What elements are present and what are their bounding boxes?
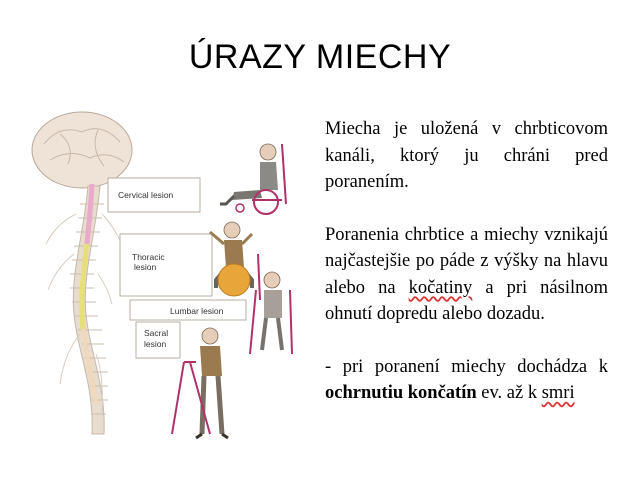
misspelled-word-smri: smri bbox=[541, 383, 575, 403]
paragraph-consequences-start: - pri poranení miechy dochádza k bbox=[325, 356, 608, 377]
ball-person-figure bbox=[210, 222, 260, 300]
sacral-label-line1: Sacral bbox=[144, 328, 169, 338]
paragraph-injury-causes-end: a pri násilnom ohnutí dopredu alebo dozadu. bbox=[325, 277, 608, 324]
spinal-lesion-illustration bbox=[20, 104, 312, 478]
wheelchair-person-figure bbox=[220, 144, 286, 214]
paragraph-consequences-middle: ev. až k bbox=[476, 383, 542, 403]
sacral-label-line2: lesion bbox=[144, 339, 167, 349]
crutches-person-figure bbox=[250, 272, 292, 354]
spinal-lesion-svg bbox=[20, 104, 312, 478]
paragraph-injury-causes bbox=[325, 222, 608, 328]
misspelled-word-kocatiny: kočatiny bbox=[408, 277, 473, 298]
slide-text-content bbox=[325, 116, 608, 433]
paragraph-injury-causes-text: Poranenia chrbtice a miechy vznikajú najčastejšie po páde z výšky na hlavu alebo na bbox=[325, 224, 608, 298]
lumbar-label: Lumbar lesion bbox=[170, 306, 224, 316]
cervical-label: Cervical lesion bbox=[118, 190, 174, 200]
bold-phrase-paralysis: ochrnutiu končatín bbox=[325, 383, 477, 403]
slide-title: ÚRAZY MIECHY bbox=[188, 38, 452, 76]
thoracic-label-line2: lesion bbox=[134, 262, 157, 272]
paragraph-spinal-canal: Miecha je uložená v chrbticovom kanáli, ktorý ju chráni pred poranením. bbox=[325, 119, 608, 192]
thoracic-label-line1: Thoracic bbox=[132, 252, 165, 262]
brain-illustration bbox=[32, 112, 132, 188]
paragraph-consequences bbox=[325, 354, 608, 407]
